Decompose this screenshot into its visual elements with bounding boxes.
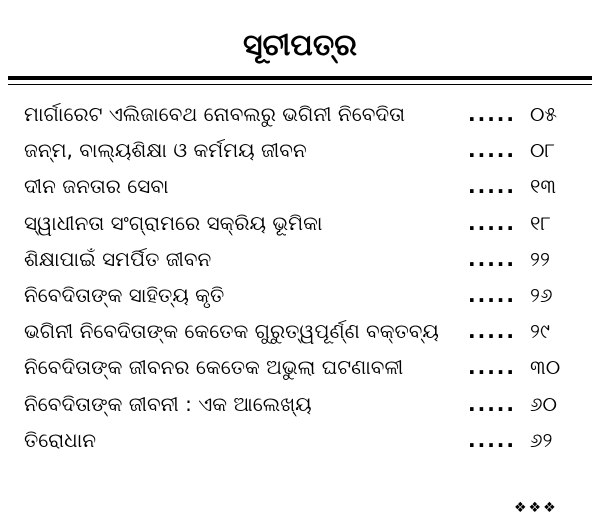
dot-leader: ..... — [468, 391, 516, 416]
toc-entry-page: ୨୯ — [530, 319, 550, 344]
toc-entry-title: ନିବେଦିତାଙ୍କ ସାହିତ୍ୟ କୃତି — [24, 282, 225, 307]
toc-entry-title: ମାର୍ଗାରେଟ ଏଲିଜାବେଥ ନୋବଲରୁ ଭଗିନୀ ନିବେଦିତା — [24, 102, 406, 126]
toc-entry-page: ୦୮ — [530, 138, 555, 163]
dot-leader: ..... — [468, 319, 516, 344]
toc-entry-title: ତିରୋଧାନ — [24, 427, 97, 452]
toc-entry — [0, 313, 600, 349]
dot-leader: ..... — [468, 210, 516, 235]
toc-entry — [0, 386, 600, 422]
toc-entry — [0, 422, 600, 458]
table-of-contents — [0, 96, 600, 458]
toc-entry — [0, 205, 600, 241]
toc-entry — [0, 349, 600, 385]
toc-entry — [0, 132, 600, 168]
toc-entry-title: ସ୍ୱାଧୀନତା ସଂଗ୍ରାମରେ ସକ୍ରିୟ ଭୂମିକା — [24, 210, 323, 235]
dot-leader: ..... — [468, 246, 516, 271]
toc-entry-title: ଭଗିନୀ ନିବେଦିତାଙ୍କ କେତେକ ଗୁରୁତ୍ୱପୂର୍ଣ୍ଣ ବକ୍ତବ୍ୟ — [24, 319, 439, 344]
toc-entry-title: ନିବେଦିତାଙ୍କ ଜୀବନୀ : ଏକ ଆଲେଖ୍ୟ — [24, 391, 312, 416]
toc-entry-page: ୩୦ — [530, 355, 561, 380]
toc-entry — [0, 277, 600, 313]
toc-entry — [0, 96, 600, 132]
toc-entry-page: ୧୮ — [530, 210, 551, 235]
toc-entry-page: ୧୩ — [530, 174, 557, 199]
end-ornament: ❖❖❖ — [514, 500, 558, 516]
page-title: ସୂଚୀପତ୍ର — [243, 28, 357, 63]
dot-leader: ..... — [468, 427, 516, 452]
heading-rule-thick — [8, 76, 592, 80]
heading-rule-thin — [8, 84, 592, 85]
toc-entry-page: ୨୬ — [530, 282, 553, 307]
dot-leader: ..... — [468, 138, 516, 163]
toc-entry-page: ୬୨ — [530, 427, 553, 452]
toc-entry-title: ଶିକ୍ଷାପାଇଁ ସମର୍ପିତ ଜୀବନ — [24, 246, 212, 271]
toc-entry-title: ନିବେଦିତାଙ୍କ ଜୀବନର କେତେକ ଅଭୁଲା ଘଟଣାବଳୀ — [24, 355, 404, 380]
dot-leader: ..... — [468, 102, 516, 126]
toc-entry — [0, 168, 600, 204]
toc-entry-title: ଦୀନ ଜନତାର ସେବା — [24, 174, 169, 199]
toc-entry-page: ୦୫ — [530, 102, 557, 126]
dot-leader: ..... — [468, 174, 516, 199]
toc-entry-page: ୬୦ — [530, 391, 558, 416]
dot-leader: ..... — [468, 355, 516, 380]
toc-entry-title: ଜନ୍ମ, ବାଲ୍ୟଶିକ୍ଷା ଓ କର୍ମମୟ ଜୀବନ — [24, 138, 307, 163]
toc-entry — [0, 241, 600, 277]
toc-entry-page: ୨୨ — [530, 246, 550, 271]
dot-leader: ..... — [468, 282, 516, 307]
